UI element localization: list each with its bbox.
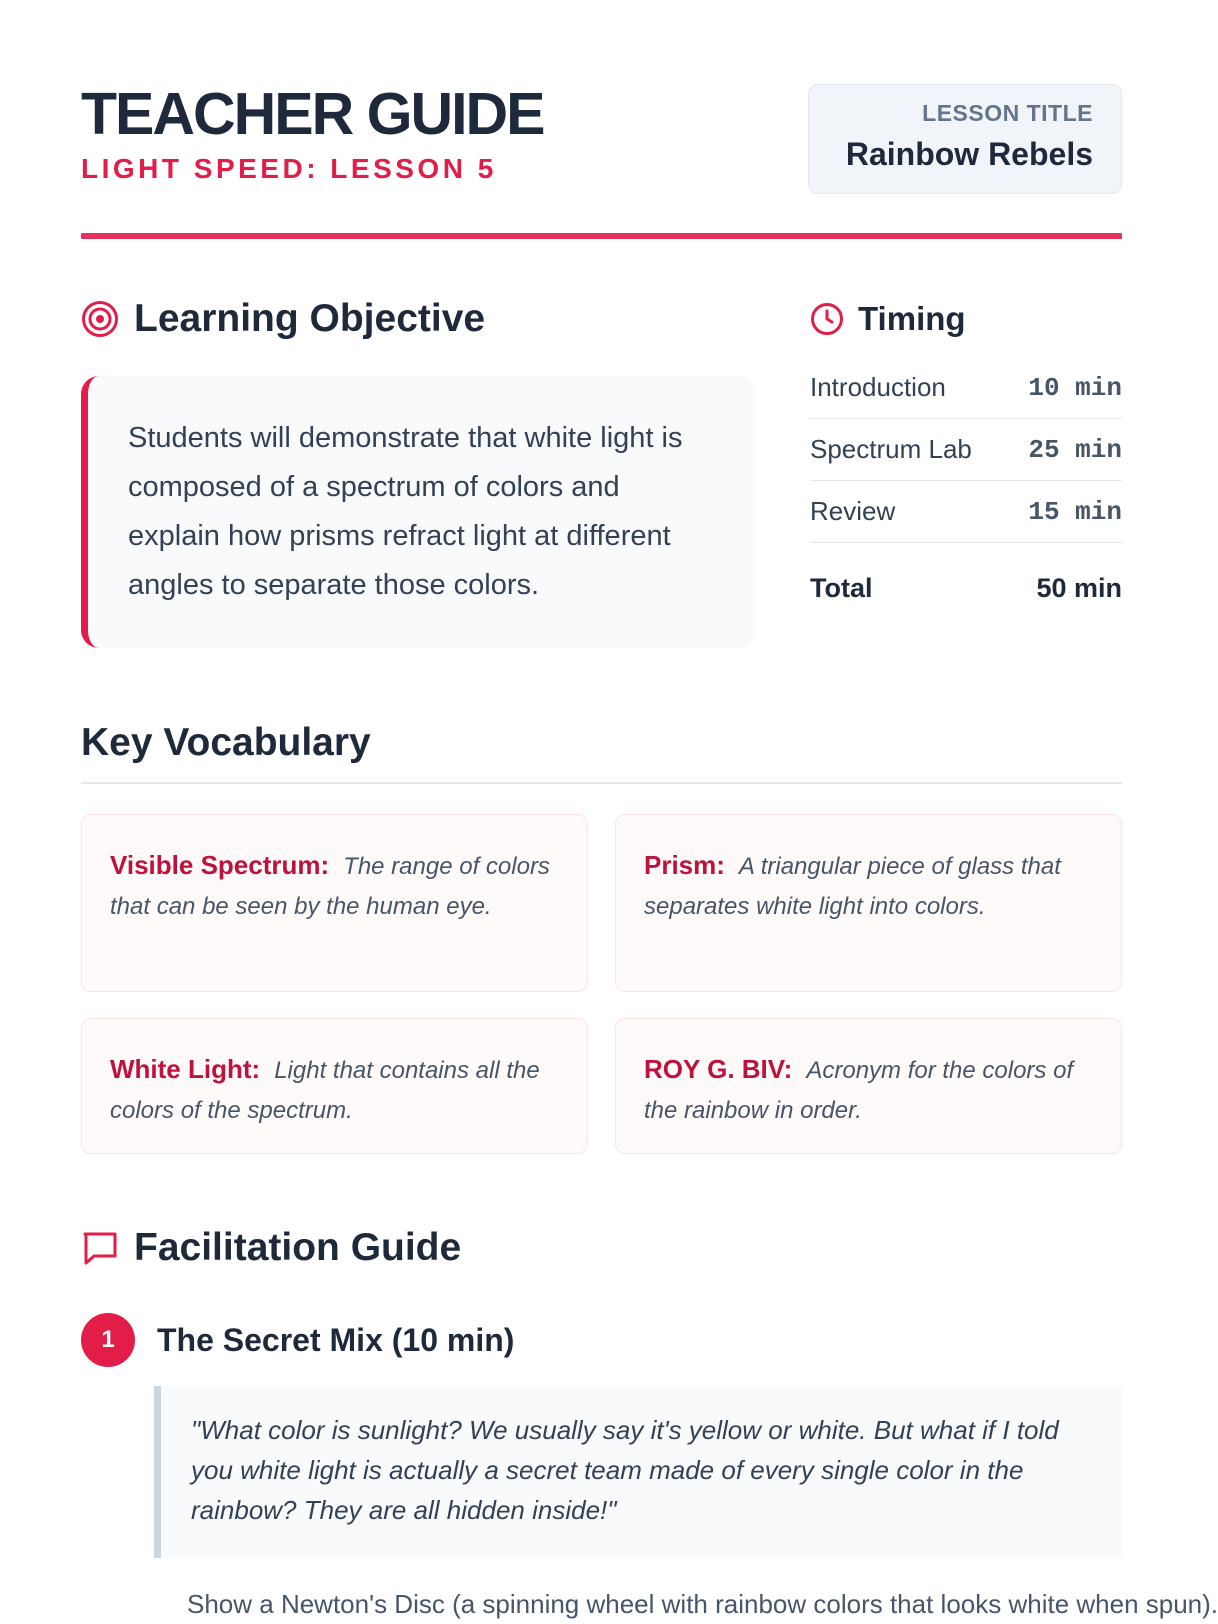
- vocab-entry: [644, 1049, 1095, 1131]
- vocab-definition: A triangular piece of glass that separates white light into colors.: [644, 853, 1061, 920]
- vocab-entry: [110, 845, 561, 927]
- timing-row-value: 25 min: [1028, 434, 1122, 465]
- header: [81, 80, 1122, 190]
- vocab-term: ROY G. BIV:: [644, 1054, 793, 1084]
- objective-box: [81, 376, 756, 648]
- clock-icon: [810, 302, 844, 336]
- timing-row-label: Review: [810, 496, 896, 526]
- doc-title: TEACHER GUIDE: [81, 81, 544, 147]
- vocab-term: Prism:: [644, 850, 725, 880]
- vocabulary-heading: Key Vocabulary: [81, 721, 371, 764]
- lesson-title-value: Rainbow Rebels: [845, 136, 1093, 172]
- lesson-title-box: [808, 84, 1122, 194]
- timing-heading-row: [810, 296, 966, 342]
- quote-text: "What color is sunlight? We usually say it's yellow or white. But what if I told you white light is actually a secret team made of every single color in the rainbow? They are all hidden inside!": [191, 1415, 1059, 1525]
- timing-table: [810, 357, 1122, 625]
- facilitation-heading: Facilitation Guide: [134, 1226, 462, 1269]
- step-instruction-text: Show a Newton's Disc (a spinning wheel with rainbow colors that looks white when spun).: [187, 1589, 1218, 1619]
- timing-row-value: 15 min: [1028, 496, 1122, 527]
- objective-heading-row: [81, 296, 485, 342]
- vocab-card: [81, 1018, 588, 1154]
- vocab-card: [615, 814, 1122, 992]
- vocab-card: [81, 814, 588, 992]
- header-divider: [81, 233, 1122, 239]
- timing-row: [810, 419, 1122, 481]
- vocab-term: Visible Spectrum:: [110, 850, 330, 880]
- step-number-badge: 1: [81, 1313, 135, 1367]
- chat-icon: [81, 1229, 119, 1267]
- target-icon: [81, 300, 119, 338]
- timing-heading: Timing: [858, 300, 966, 337]
- step-title: The Secret Mix (10 min): [157, 1321, 515, 1358]
- vocab-definition: Acronym for the colors of the rainbow in order.: [644, 1057, 1074, 1124]
- vocab-card: [615, 1018, 1122, 1154]
- doc-subtitle: LIGHT SPEED: LESSON 5: [81, 153, 497, 184]
- facilitation-step: [81, 1313, 514, 1367]
- facilitation-heading-row: [81, 1225, 461, 1271]
- objective-heading: Learning Objective: [134, 297, 486, 340]
- objective-text: Students will demonstrate that white light is composed of a spectrum of colors and explain how prisms refract light at different angles to separate those colors.: [128, 422, 683, 601]
- timing-row: [810, 481, 1122, 543]
- vocab-definition: The range of colors that can be seen by the human eye.: [110, 853, 550, 920]
- timing-total-row: [810, 543, 1122, 625]
- lesson-title-label: LESSON TITLE: [922, 100, 1093, 126]
- vocab-term: White Light:: [110, 1054, 261, 1084]
- vocabulary-divider: [81, 782, 1122, 784]
- timing-row-label: Spectrum Lab: [810, 434, 972, 464]
- vocab-entry: [110, 1049, 561, 1131]
- vocab-definition: Light that contains all the colors of the spectrum.: [110, 1057, 540, 1124]
- timing-total-value: 50 min: [1036, 572, 1122, 603]
- teacher-guide-page: [81, 0, 1218, 1619]
- teacher-script-quote: [154, 1386, 1122, 1558]
- timing-row-value: 10 min: [1028, 372, 1122, 403]
- vocab-entry: [644, 845, 1095, 927]
- timing-row-label: Introduction: [810, 372, 946, 402]
- timing-total-label: Total: [810, 572, 873, 603]
- timing-row: [810, 357, 1122, 419]
